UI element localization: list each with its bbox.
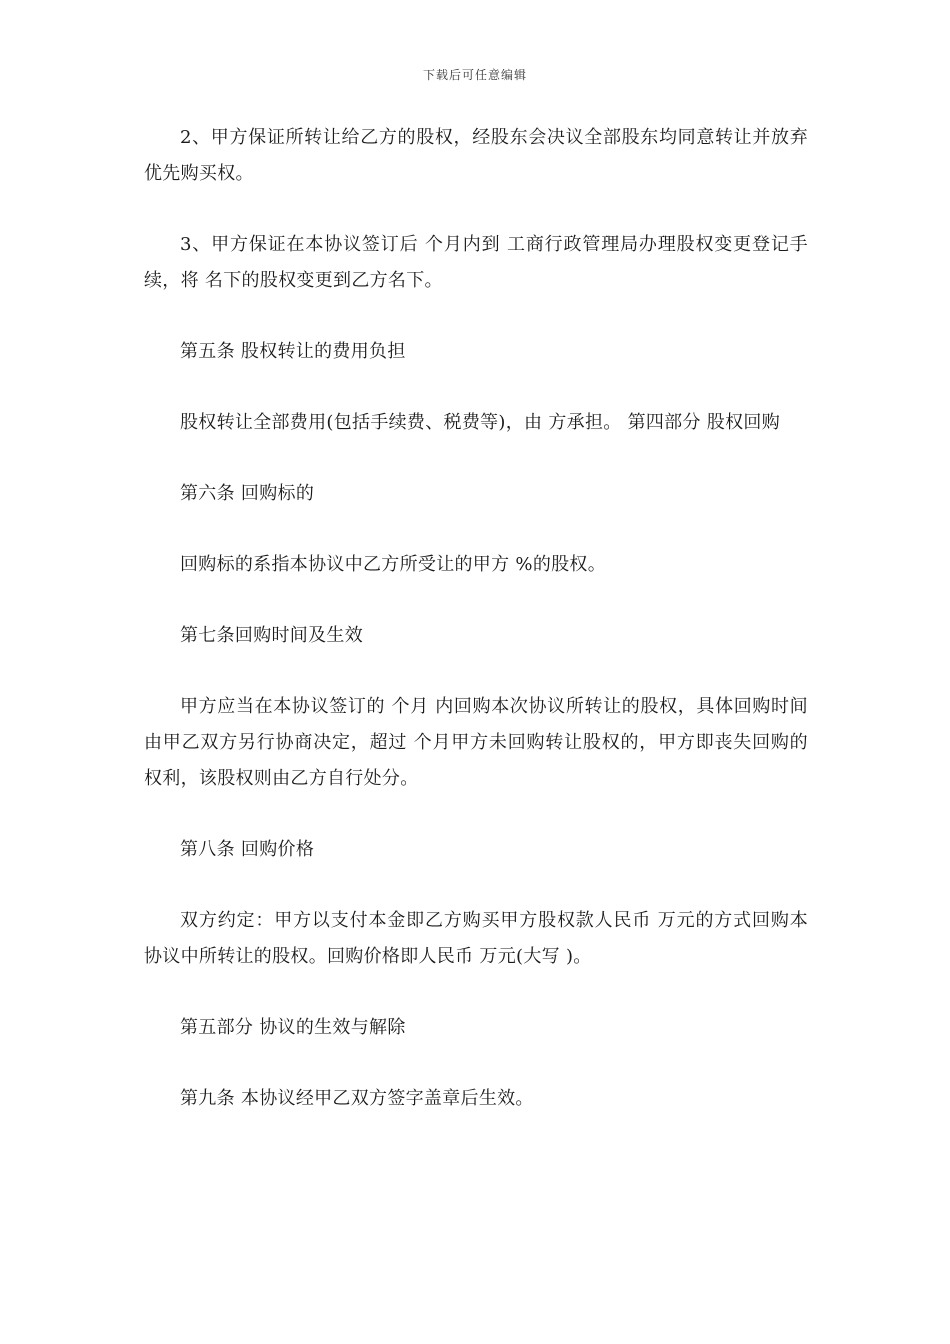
article-6-body: 回购标的系指本协议中乙方所受让的甲方 %的股权。	[180, 554, 607, 575]
article-5-heading: 第五条 股权转让的费用负担	[180, 341, 406, 362]
article-8-body: 双方约定：甲方以支付本金即乙方购买甲方股权款人民币 万元的方式回购本协议中所转让的股权。回购价格即人民币 万元(大写 )。	[144, 910, 808, 967]
header-note: 下载后可任意编辑	[422, 68, 527, 82]
clause-2-guarantee: 2、甲方保证所转让给乙方的股权，经股东会决议全部股东均同意转让并放弃优先购买权。	[144, 127, 808, 184]
article-7-heading: 第七条回购时间及生效	[180, 625, 363, 646]
article-6-heading: 第六条 回购标的	[180, 483, 315, 504]
clause-3-registration: 3、甲方保证在本协议签订后 个月内到 工商行政管理局办理股权变更登记手续，将 名下的股权变更到乙方名下。	[144, 234, 808, 291]
article-9-body: 第九条 本协议经甲乙双方签字盖章后生效。	[180, 1088, 534, 1109]
article-5-body: 股权转让全部费用(包括手续费、税费等)，由 方承担。 第四部分 股权回购	[180, 412, 781, 433]
part-5-heading: 第五部分 协议的生效与解除	[180, 1017, 406, 1038]
article-7-body: 甲方应当在本协议签订的 个月 内回购本次协议所转让的股权，具体回购时间由甲乙双方另行协商决定，超过 个月甲方未回购转让股权的，甲方即丧失回购的权利，该股权则由乙方自行处分。	[144, 696, 808, 789]
document-body	[144, 120, 808, 1152]
article-8-heading: 第八条 回购价格	[180, 839, 315, 860]
